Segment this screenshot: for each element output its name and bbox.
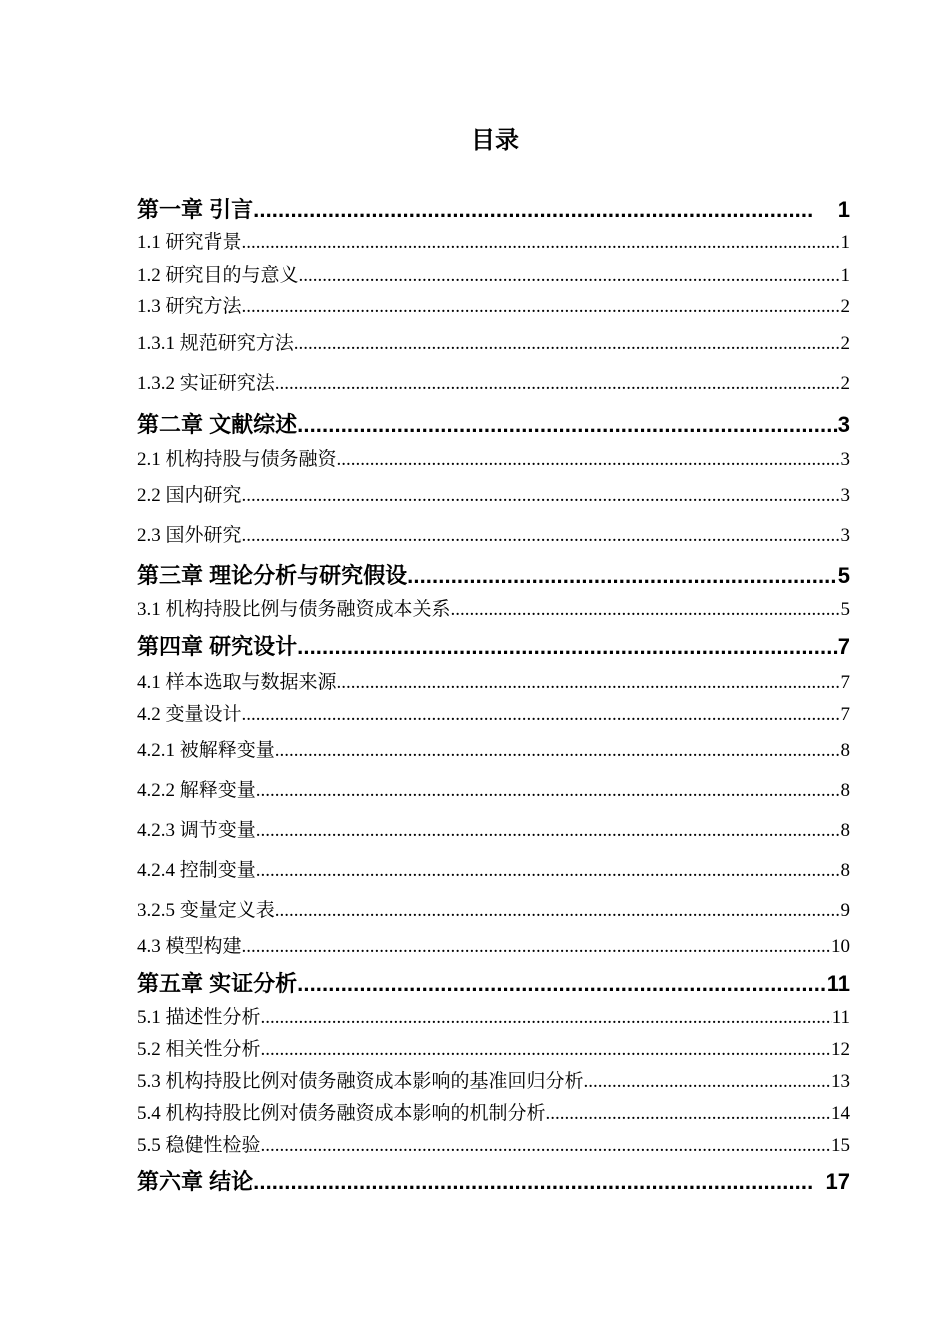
toc-entry-section[interactable] [137, 294, 850, 320]
dot-leader [261, 1133, 831, 1159]
dot-leader [261, 1037, 831, 1063]
toc-entry-page: 8 [840, 780, 850, 801]
toc-entry-text: 第六章 结论 [137, 1169, 254, 1194]
toc-entry-page: 3 [840, 485, 850, 506]
dot-leader [275, 371, 841, 397]
toc-entry-section[interactable] [137, 263, 850, 289]
dot-leader [297, 632, 838, 662]
toc-entry-text: 1.3 研究方法 [137, 296, 242, 317]
dot-leader [242, 294, 841, 320]
toc-entry-text: 5.4 机构持股比例对债务融资成本影响的机制分析 [137, 1103, 546, 1124]
dot-leader [242, 523, 841, 549]
toc-entry-page: 7 [840, 704, 850, 725]
toc-entry-page: 1 [837, 197, 850, 222]
toc-entry-section[interactable] [137, 934, 850, 960]
toc-entry-text: 5.1 描述性分析 [137, 1007, 261, 1028]
toc-entry-section[interactable] [137, 483, 850, 509]
toc-entry-text: 3.2.5 变量定义表 [137, 900, 275, 921]
dot-leader [253, 1167, 825, 1197]
toc-entry-text: 第一章 引言 [137, 197, 254, 222]
toc-entry-section[interactable] [137, 702, 850, 728]
toc-entry-page: 5 [837, 563, 850, 588]
dot-leader [256, 778, 841, 804]
toc-entry-section[interactable] [137, 1101, 850, 1127]
toc-entry-text: 4.2.4 控制变量 [137, 860, 256, 881]
toc-entry-page: 1 [840, 265, 850, 286]
toc-entry-subsection[interactable] [137, 738, 850, 764]
toc-entry-subsection[interactable] [137, 898, 850, 924]
toc-entry-text: 2.3 国外研究 [137, 525, 242, 546]
toc-entry-text: 1.3.2 实证研究法 [137, 373, 275, 394]
toc-entry-page: 15 [831, 1135, 850, 1156]
toc-entry-section[interactable] [137, 230, 850, 256]
dot-leader [337, 447, 841, 473]
toc-entry-text: 4.2 变量设计 [137, 704, 242, 725]
toc-entry-section[interactable] [137, 447, 850, 473]
dot-leader [294, 331, 841, 357]
toc-entry-page: 3 [840, 525, 850, 546]
toc-entry-page: 7 [837, 634, 850, 659]
toc-entry-page: 5 [840, 599, 850, 620]
dot-leader [275, 898, 841, 924]
toc-entry-page: 7 [840, 672, 850, 693]
toc-entry-page: 10 [831, 936, 850, 957]
toc-entry-subsection[interactable] [137, 778, 850, 804]
dot-leader [451, 597, 841, 623]
toc-entry-section[interactable] [137, 670, 850, 696]
toc-entry-section[interactable] [137, 1133, 850, 1159]
toc-entry-text: 第五章 实证分析 [137, 971, 298, 996]
toc-entry-text: 4.2.3 调节变量 [137, 820, 256, 841]
toc-entry-text: 2.1 机构持股与债务融资 [137, 449, 337, 470]
toc-entry-chapter[interactable] [137, 969, 850, 999]
toc-entry-page: 3 [840, 449, 850, 470]
toc-entry-page: 8 [840, 820, 850, 841]
dot-leader [242, 483, 841, 509]
toc-entry-chapter[interactable] [137, 561, 850, 591]
dot-leader [297, 969, 827, 999]
toc-entry-section[interactable] [137, 1037, 850, 1063]
toc-entry-page: 17 [825, 1169, 850, 1194]
dot-leader [337, 670, 841, 696]
toc-entry-text: 4.2.2 解释变量 [137, 780, 256, 801]
toc-entry-text: 4.2.1 被解释变量 [137, 740, 275, 761]
toc-entry-chapter[interactable] [137, 410, 850, 440]
toc-entry-subsection[interactable] [137, 858, 850, 884]
toc-entry-section[interactable] [137, 1005, 850, 1031]
toc-entry-chapter[interactable] [137, 195, 850, 225]
toc-entry-text: 1.3.1 规范研究方法 [137, 333, 294, 354]
toc-entry-page: 2 [840, 373, 850, 394]
toc-entry-page: 8 [840, 740, 850, 761]
toc-entry-page: 11 [826, 971, 850, 996]
dot-leader [261, 1005, 832, 1031]
toc-entry-page: 2 [840, 333, 850, 354]
dot-leader [256, 818, 841, 844]
dot-leader [256, 858, 841, 884]
toc-entry-page: 11 [831, 1007, 850, 1028]
dot-leader [584, 1069, 831, 1095]
toc-entry-page: 3 [837, 412, 850, 437]
dot-leader [275, 738, 841, 764]
dot-leader [242, 230, 841, 256]
toc-entry-text: 4.3 模型构建 [137, 936, 242, 957]
toc-entry-text: 2.2 国内研究 [137, 485, 242, 506]
dot-leader [407, 561, 838, 591]
toc-entry-page: 1 [840, 232, 850, 253]
toc-title: 目录 [471, 127, 519, 154]
dot-leader [242, 934, 831, 960]
toc-entry-text: 4.1 样本选取与数据来源 [137, 672, 337, 693]
toc-entry-page: 14 [831, 1103, 850, 1124]
toc-entry-text: 5.5 稳健性检验 [137, 1135, 261, 1156]
toc-entry-page: 8 [840, 860, 850, 881]
dot-leader [546, 1101, 831, 1127]
dot-leader [299, 263, 841, 289]
dot-leader [297, 410, 838, 440]
toc-entry-subsection[interactable] [137, 371, 850, 397]
toc-entry-section[interactable] [137, 1069, 850, 1095]
toc-entry-section[interactable] [137, 597, 850, 623]
toc-entry-text: 1.2 研究目的与意义 [137, 265, 299, 286]
toc-entry-subsection[interactable] [137, 331, 850, 357]
toc-entry-text: 第四章 研究设计 [137, 634, 298, 659]
toc-entry-chapter[interactable] [137, 632, 850, 662]
toc-entry-text: 5.2 相关性分析 [137, 1039, 261, 1060]
toc-entry-subsection[interactable] [137, 818, 850, 844]
toc-entry-text: 第二章 文献综述 [137, 412, 298, 437]
toc-entry-page: 2 [840, 296, 850, 317]
toc-entry-chapter[interactable] [137, 1167, 850, 1197]
dot-leader [242, 702, 841, 728]
toc-entry-page: 12 [831, 1039, 850, 1060]
dot-leader [253, 195, 838, 225]
toc-entry-page: 13 [831, 1071, 850, 1092]
toc-entry-text: 3.1 机构持股比例与债务融资成本关系 [137, 599, 451, 620]
toc-entry-text: 第三章 理论分析与研究假设 [137, 563, 408, 588]
toc-entry-section[interactable] [137, 523, 850, 549]
toc-entry-text: 1.1 研究背景 [137, 232, 242, 253]
toc-entry-page: 9 [840, 900, 850, 921]
toc-entry-text: 5.3 机构持股比例对债务融资成本影响的基准回归分析 [137, 1071, 584, 1092]
